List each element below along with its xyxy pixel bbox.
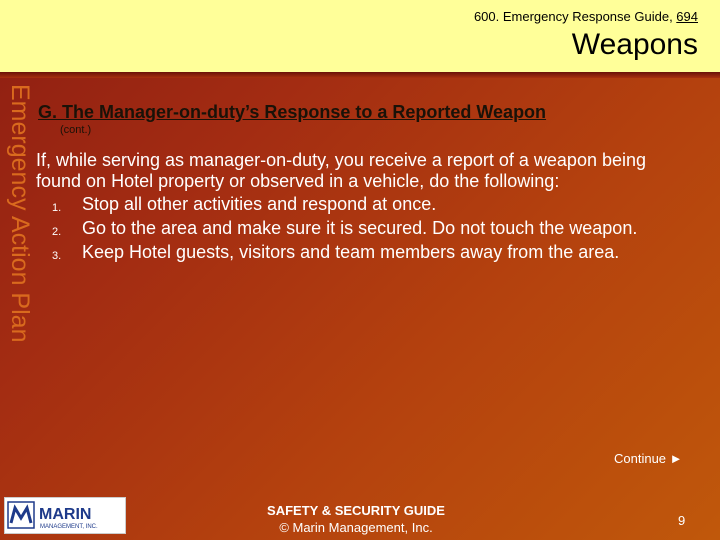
guide-page-link[interactable]: 694 xyxy=(676,9,698,24)
list-item xyxy=(36,194,696,215)
step-number: 3. xyxy=(52,250,62,262)
continue-link[interactable]: Continue ► xyxy=(614,451,683,466)
step-text: Go to the area and make sure it is secured. Do not touch the weapon. xyxy=(82,218,638,238)
footer xyxy=(246,502,466,536)
logo-subtext: MANAGEMENT, INC. xyxy=(40,524,98,530)
guide-reference xyxy=(474,9,698,24)
intro-paragraph: If, while serving as manager-on-duty, you receive a report of a weapon being found on Hotel property or observed in a vehicle, do the following: xyxy=(36,150,647,191)
footer-copyright: © Marin Management, Inc. xyxy=(279,520,433,535)
steps-list xyxy=(36,194,696,263)
header-band xyxy=(0,0,720,72)
page-number: 9 xyxy=(678,513,686,528)
marin-logo xyxy=(4,497,126,534)
header-divider xyxy=(0,72,720,78)
step-number: 1. xyxy=(52,202,62,214)
guide-reference-text: 600. Emergency Response Guide, xyxy=(473,9,677,24)
list-item xyxy=(36,242,696,263)
content-body xyxy=(36,150,696,266)
side-label: Emergency Action Plan xyxy=(6,84,34,343)
section-heading: G. The Manager-on-duty’s Response to a Reported Weapon xyxy=(38,102,547,122)
slide-title: Weapons xyxy=(571,28,698,61)
list-item xyxy=(36,218,696,239)
step-text: Keep Hotel guests, visitors and team members away from the area. xyxy=(82,242,620,262)
footer-title: SAFETY & SECURITY GUIDE xyxy=(267,503,445,518)
step-text: Stop all other activities and respond at once. xyxy=(82,194,437,214)
marin-logo-graphic xyxy=(5,498,125,533)
section-subheading: (cont.) xyxy=(60,124,92,136)
step-number: 2. xyxy=(52,226,62,238)
logo-wordmark: MARIN xyxy=(39,506,92,523)
